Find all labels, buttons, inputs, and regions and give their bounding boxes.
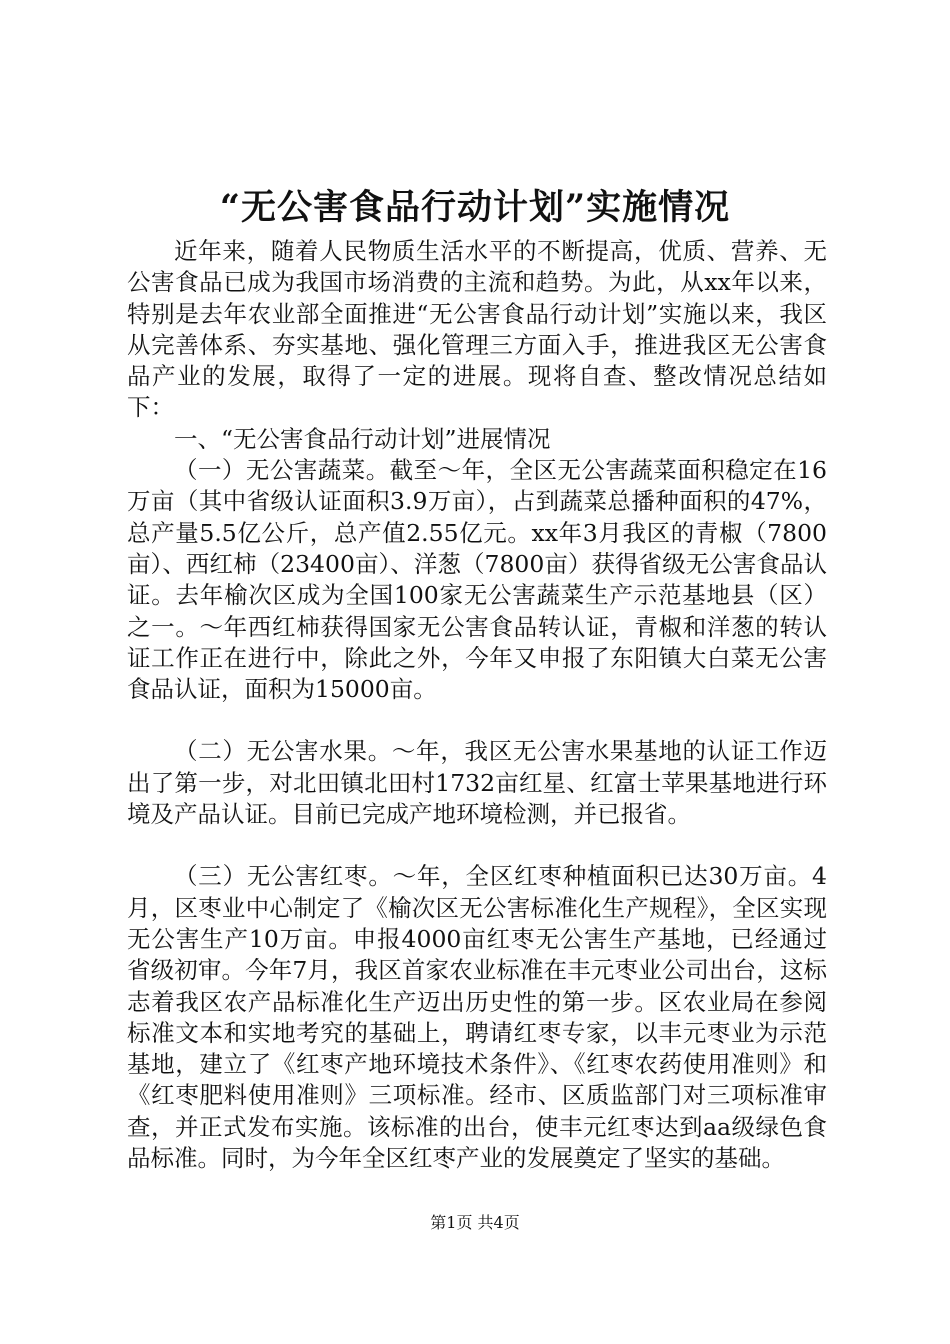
vegetables-paragraph: （一）无公害蔬菜。截至～年，全区无公害蔬菜面积稳定在16万亩（其中省级认证面积3.9万亩），占到蔬菜总播种面积的47%，总产量5.5亿公斤，总产值2.55亿元。xx年3月我区的青椒（7800亩）、西红柿（23400亩）、洋葱（7800亩）获得省级无公害食品认证。去年榆次区成为全国100家无公害蔬菜生产示范基地县（区）之一。～年西红柿获得国家无公害食品转认证，青椒和洋葱的转认证工作正在进行中，除此之外，今年又申报了东阳镇大白菜无公害食品认证，面积为15000亩。 — [127, 456, 827, 704]
jujube-paragraph: （三）无公害红枣。～年，全区红枣种植面积已达30万亩。4月，区枣业中心制定了《榆次区无公害标准化生产规程》，全区实现无公害生产10万亩。申报4000亩红枣无公害生产基地，已经通过省级初审。今年7月，我区首家农业标准在丰元枣业公司出台，这标志着我区农产品标准化生产迈出历史性的第一步。区农业局在参阅标准文本和实地考究的基础上，聘请红枣专家，以丰元枣业为示范基地，建立了《红枣产地环境技术条件》、《红枣农药使用准则》和《红枣肥料使用准则》三项标准。经市、区质监部门对三项标准审查，并正式发布实施。该标准的出台，使丰元红枣达到aa级绿色食品标准。同时，为今年全区红枣产业的发展奠定了坚实的基础。 — [127, 862, 827, 1173]
fruit-paragraph: （二）无公害水果。～年，我区无公害水果基地的认证工作迈出了第一步，对北田镇北田村1732亩红星、红富士苹果基地进行环境及产品认证。目前已完成产地环境检测，并已报省。 — [127, 737, 827, 829]
document-body — [127, 236, 827, 1174]
page-footer: 第1页 共4页 — [430, 1213, 520, 1232]
document-title: “无公害食品行动计划”实施情况 — [219, 187, 731, 228]
section-heading: 一、“无公害食品行动计划”进展情况 — [174, 424, 551, 453]
intro-paragraph: 近年来，随着人民物质生活水平的不断提高，优质、营养、无公害食品已成为我国市场消费的主流和趋势。为此，从xx年以来，特别是去年农业部全面推进“无公害食品行动计划”实施以来，我区从完善体系、夯实基地、强化管理三方面入手，推进我区无公害食品产业的发展，取得了一定的进展。现将自查、整改情况总结如下： — [127, 237, 827, 422]
